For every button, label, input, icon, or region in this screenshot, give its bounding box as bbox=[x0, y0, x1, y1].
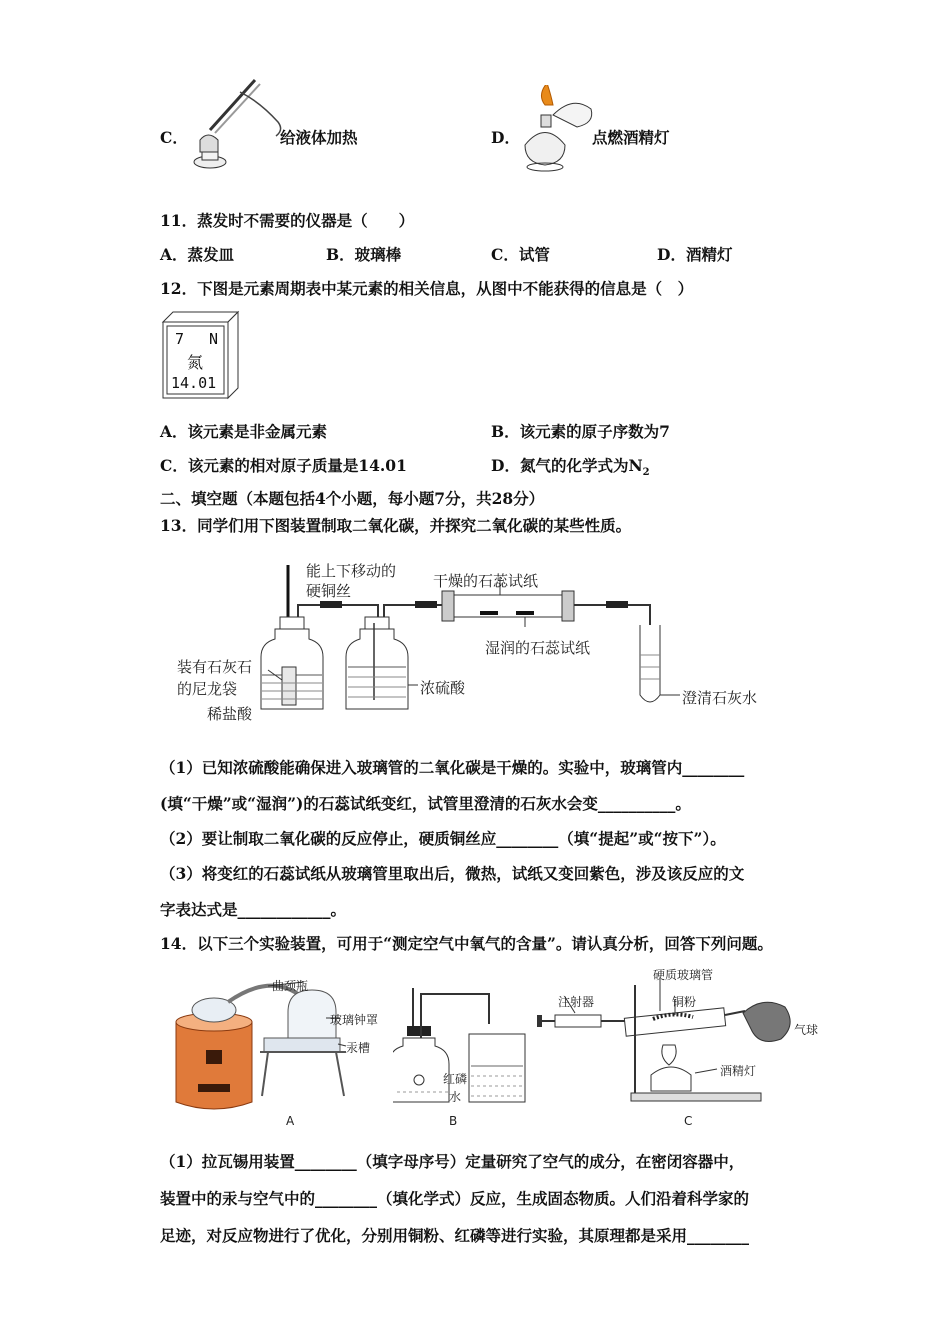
q13-part3-line2: 字表达式是____________。 bbox=[160, 900, 347, 919]
label-balloon: 气球 bbox=[794, 1023, 819, 1037]
label-wet-litmus: 湿润的石蕊试纸 bbox=[485, 639, 591, 657]
q10-option-c-text: 给液体加热 bbox=[280, 128, 358, 147]
q11-stem: 11．蒸发时不需要的仪器是（ ） bbox=[160, 211, 415, 230]
q13-part1-line1: （1）已知浓硫酸能确保进入玻璃管的二氧化碳是干燥的。实验中，玻璃管内________ bbox=[160, 758, 745, 777]
label-limewater: 澄清石灰水 bbox=[682, 689, 758, 707]
q11-option-d: D．酒精灯 bbox=[657, 245, 733, 264]
label-mercury-trough: 汞槽 bbox=[346, 1041, 371, 1055]
q14-part1-line3: 足迹，对反应物进行了优化，分别用铜粉、红磷等进行实验，其原理都是采用________ bbox=[160, 1226, 750, 1245]
label-limestone-bag-2: 的尼龙袋 bbox=[177, 680, 238, 698]
label-alcohol-lamp: 酒精灯 bbox=[720, 1064, 757, 1078]
label-copper-wire-2: 硬铜丝 bbox=[306, 582, 352, 600]
label-copper-wire-1: 能上下移动的 bbox=[306, 562, 397, 580]
q12-option-b: B．该元素的原子序数为7 bbox=[491, 422, 670, 441]
q10-option-d-text: 点燃酒精灯 bbox=[592, 128, 670, 147]
q11-option-b: B．玻璃棒 bbox=[326, 245, 402, 264]
label-hard-glass-tube: 硬质玻璃管 bbox=[653, 968, 714, 982]
element-number: 7 bbox=[175, 330, 185, 348]
figure-a-caption: A bbox=[286, 1114, 295, 1128]
q12-option-d-subscript: 2 bbox=[642, 467, 650, 479]
q12-stem: 12．下图是元素周期表中某元素的相关信息，从图中不能获得的信息是（ ） bbox=[160, 279, 694, 298]
q10-option-c-letter: C． bbox=[160, 128, 188, 147]
q13-part1-line2: (填“干燥”或“湿润”)的石蕊试纸变红，试管里澄清的石灰水会变__________。 bbox=[160, 794, 691, 813]
q14-stem: 14．以下三个实验装置，可用于“测定空气中氧气的含量”。请认真分析，回答下列问题。 bbox=[160, 934, 773, 953]
section-2-title: 二、填空题（本题包括4个小题，每小题7分，共28分） bbox=[160, 489, 545, 508]
label-red-phosphorus: 红磷 bbox=[443, 1072, 468, 1086]
heating-liquid-figure bbox=[180, 70, 300, 180]
q13-part2: （2）要让制取二氧化碳的反应停止，硬质铜丝应________（填“提起”或“按下”）。 bbox=[160, 829, 726, 848]
label-limestone-bag-1: 装有石灰石 bbox=[177, 658, 253, 676]
figure-c-caption: C bbox=[684, 1114, 693, 1128]
label-sulfuric-acid: 浓硫酸 bbox=[420, 679, 466, 697]
label-retort: 曲颈瓶 bbox=[272, 979, 309, 993]
q13-part3-line1: （3）将变红的石蕊试纸从玻璃管里取出后，微热，试纸又变回紫色，涉及该反应的文 bbox=[160, 864, 745, 883]
element-cell bbox=[163, 314, 238, 396]
element-symbol: N bbox=[209, 330, 219, 348]
label-syringe: 注射器 bbox=[558, 995, 595, 1009]
q14-part1-line2: 装置中的汞与空气中的________（填化学式）反应，生成固态物质。人们沿着科学家的 bbox=[160, 1189, 750, 1208]
q13-stem: 13．同学们用下图装置制取二氧化碳，并探究二氧化碳的某些性质。 bbox=[160, 516, 632, 535]
label-dry-litmus: 干燥的石蕊试纸 bbox=[433, 572, 539, 590]
q12-option-c: C．该元素的相对原子质量是14.01 bbox=[160, 456, 407, 475]
label-copper-powder: 铜粉 bbox=[672, 995, 697, 1009]
label-bell-jar: 玻璃钟罩 bbox=[330, 1013, 379, 1027]
q12-option-d: D．氮气的化学式为$N_2$ bbox=[491, 456, 650, 479]
lighting-lamp-figure bbox=[515, 85, 595, 180]
q14-part1-line1: （1）拉瓦锡用装置________（填字母序号）定量研究了空气的成分，在密闭容器中， bbox=[160, 1152, 745, 1171]
element-name: 氮 bbox=[187, 353, 204, 372]
element-mass: 14.01 bbox=[171, 374, 217, 392]
q10-option-d-letter: D． bbox=[491, 128, 520, 147]
label-water: 水 bbox=[449, 1090, 462, 1104]
label-hydrochloric-acid: 稀盐酸 bbox=[207, 705, 253, 723]
q11-option-a: A．蒸发皿 bbox=[160, 245, 235, 264]
q11-option-c: C．试管 bbox=[491, 245, 550, 264]
figure-b-caption: B bbox=[449, 1114, 458, 1128]
q12-option-a: A．该元素是非金属元素 bbox=[160, 422, 328, 441]
